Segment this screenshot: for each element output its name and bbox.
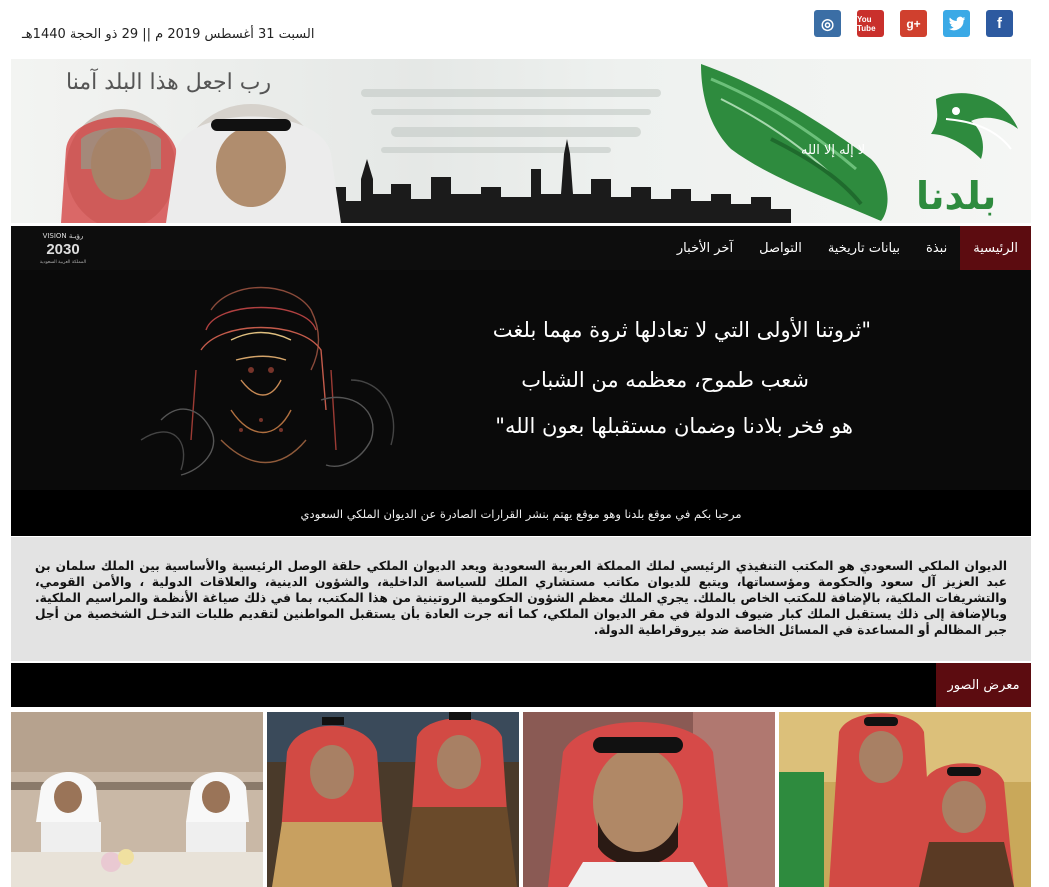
photo-gallery bbox=[11, 712, 1031, 887]
nav-menu bbox=[664, 226, 1031, 270]
facebook-icon[interactable]: f bbox=[986, 10, 1013, 37]
photo-summit-flag[interactable] bbox=[779, 712, 1031, 887]
header-banner bbox=[11, 59, 1031, 223]
banner-calligraphy: رب اجعل هذا البلد آمنا bbox=[66, 70, 272, 95]
nav-item-news[interactable]: آخر الأخبار bbox=[676, 240, 734, 256]
nav-item-contact[interactable]: التواصل bbox=[759, 240, 802, 256]
gallery-header bbox=[11, 663, 1031, 707]
hero-quote-line-2: شعب طموح، معظمه من الشباب bbox=[521, 368, 809, 392]
photo-meeting[interactable] bbox=[11, 712, 263, 887]
google-plus-icon[interactable]: g+ bbox=[900, 10, 927, 37]
photo-king-and-crown-prince[interactable] bbox=[267, 712, 519, 887]
nav-item-about[interactable]: نبذة bbox=[926, 240, 948, 256]
banner-logo-text: بلدنا bbox=[916, 174, 997, 218]
nav-item-history[interactable]: بيانات تاريخية bbox=[827, 240, 901, 256]
vision-2030-logo bbox=[33, 228, 93, 268]
svg-text:لا إله إلا الله: لا إله إلا الله bbox=[801, 143, 866, 158]
welcome-text: مرحبا بكم في موقع بلدنا وهو موقع يهتم بنشر القرارات الصادرة عن الديوان الملكي السعودي bbox=[11, 490, 1031, 536]
top-bar bbox=[0, 0, 1049, 58]
social-links bbox=[814, 10, 1013, 37]
hero-section bbox=[11, 270, 1031, 490]
main-navbar bbox=[11, 226, 1031, 270]
gallery-title[interactable]: معرض الصور bbox=[936, 663, 1031, 707]
twitter-icon[interactable] bbox=[943, 10, 970, 37]
vision-logo-year: 2030 bbox=[46, 241, 80, 258]
youtube-icon[interactable]: You Tube bbox=[857, 10, 884, 37]
nav-item-home[interactable]: الرئيسية bbox=[960, 226, 1031, 270]
hero-quote-line-3: هو فخر بلادنا وضمان مستقبلها بعون الله" bbox=[495, 414, 853, 438]
about-paragraph: الديوان الملكي السعودي هو المكتب التنفيذي الرئيسي لملك المملكة العربية السعودية ويعد الديوان الملكي حلقة الوصل الرئيسية والأساسية بين الملك سلمان بن عبد العزيز آل سعود والحكومة ومؤسساتها، ويتبع للديوان مكاتب مستشاري الملك للسياسة الداخلية، والشؤون الدينية، والعلاقات الدولية ، والأمن القومي، والتشريفات الملكية، بالإضافة للمكتب الخاص بالملك. يجري الملك معظم الشؤون الحكومية الروتينية من هذا المكتب، بما في ذلك صياغة الأنظمة والمراسيم الملكية. وبالإضافة إلى ذلك يستقبل الملك كبار ضيوف الدولة في مقر الديوان الملكي، كما أنه جرت العادة بأن يستقبل المواطنين لتقديم طلبات التدخـل الشخصية من أجل جبر المظالم أو المساعدة في المسائل الخاصة ضد بيروقراطية الدولة. bbox=[11, 537, 1031, 661]
vision-logo-top: VISION رؤيـة bbox=[42, 232, 84, 240]
hero-quote-line-1: "ثروتنا الأولى التي لا تعادلها ثروة مهما بلغت bbox=[492, 318, 871, 342]
instagram-icon[interactable]: ◎ bbox=[814, 10, 841, 37]
vision-logo-sub: المملكة العربية السعودية bbox=[39, 260, 87, 265]
photo-crown-prince-portrait[interactable] bbox=[523, 712, 775, 887]
date-text: السبت 31 أغسطس 2019 م || 29 ذو الحجة 1440هـ bbox=[22, 27, 315, 42]
